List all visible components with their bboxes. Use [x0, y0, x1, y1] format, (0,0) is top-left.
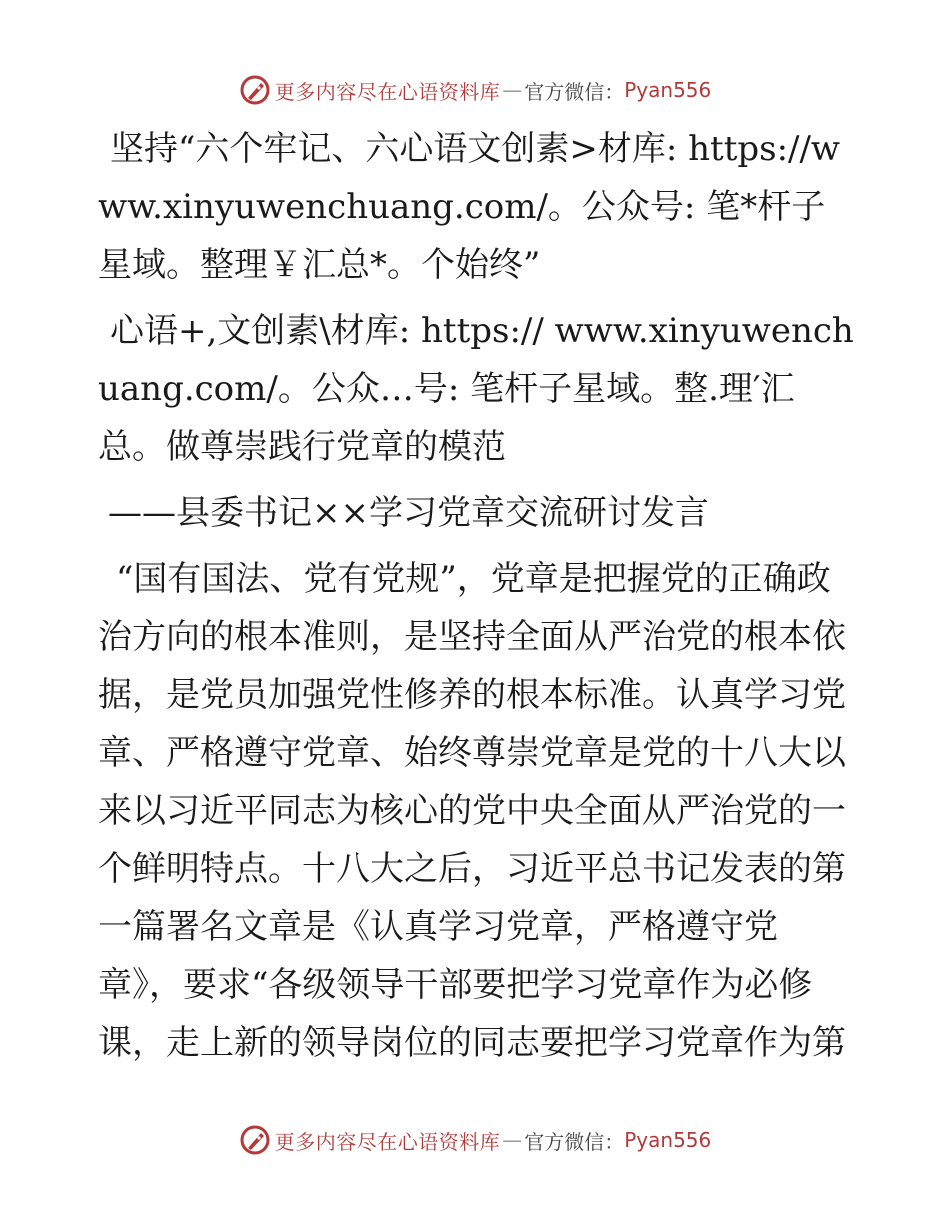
paragraph-main: “国有国法、党有党规”，党章是把握党的正确政治方向的根本准则，是坚持全面从严治党的根本依据，是党员加强党性修养的根本标准。认真学习党章、严格遵守党章、始终尊崇党章是党的十八大以来以习近平同志为核心的党中央全面从严治党的一个鲜明特点。十八大之后，习近平总书记发表的第一篇署名文章是《认真学习党章，严格遵守党章》，要求“各级领导干部要把学习党章作为必修课，走上新的领导岗位的同志要把学习党章作为第: [98, 559, 846, 1063]
banner-separator: —: [502, 1128, 523, 1152]
fountain-pen-logo-icon: [239, 1124, 271, 1156]
banner-wechat-id: Pyan556: [624, 1128, 712, 1152]
document-body: [98, 120, 858, 1072]
footer-banner: [0, 1120, 950, 1160]
banner-wechat-label: 官方微信：: [524, 1129, 625, 1154]
banner-main-text: 更多内容尽在心语资料库: [274, 1129, 501, 1154]
banner-wechat-label: 官方微信：: [524, 79, 625, 104]
banner-wechat-id: Pyan556: [624, 78, 712, 102]
header-banner: [0, 70, 950, 110]
paragraph-intro: 坚持“六个牢记、六心语文创素>材库: https://www.xinyuwenchuang.com/。公众号: 笔*杆子星域。整理￥汇总*。个始终”: [98, 129, 841, 285]
paragraph-title: 心语+,文创素\材库: https:// www.xinyuwenchuang.com/。公众…号: 笔杆子星域。整.理′汇总。做尊崇践行党章的模范: [98, 311, 854, 467]
paragraph-subtitle: ——县委书记××学习党章交流研讨发言: [108, 493, 709, 533]
banner-main-text: 更多内容尽在心语资料库: [274, 79, 501, 104]
banner-separator: —: [502, 78, 523, 102]
fountain-pen-logo-icon: [239, 74, 271, 106]
